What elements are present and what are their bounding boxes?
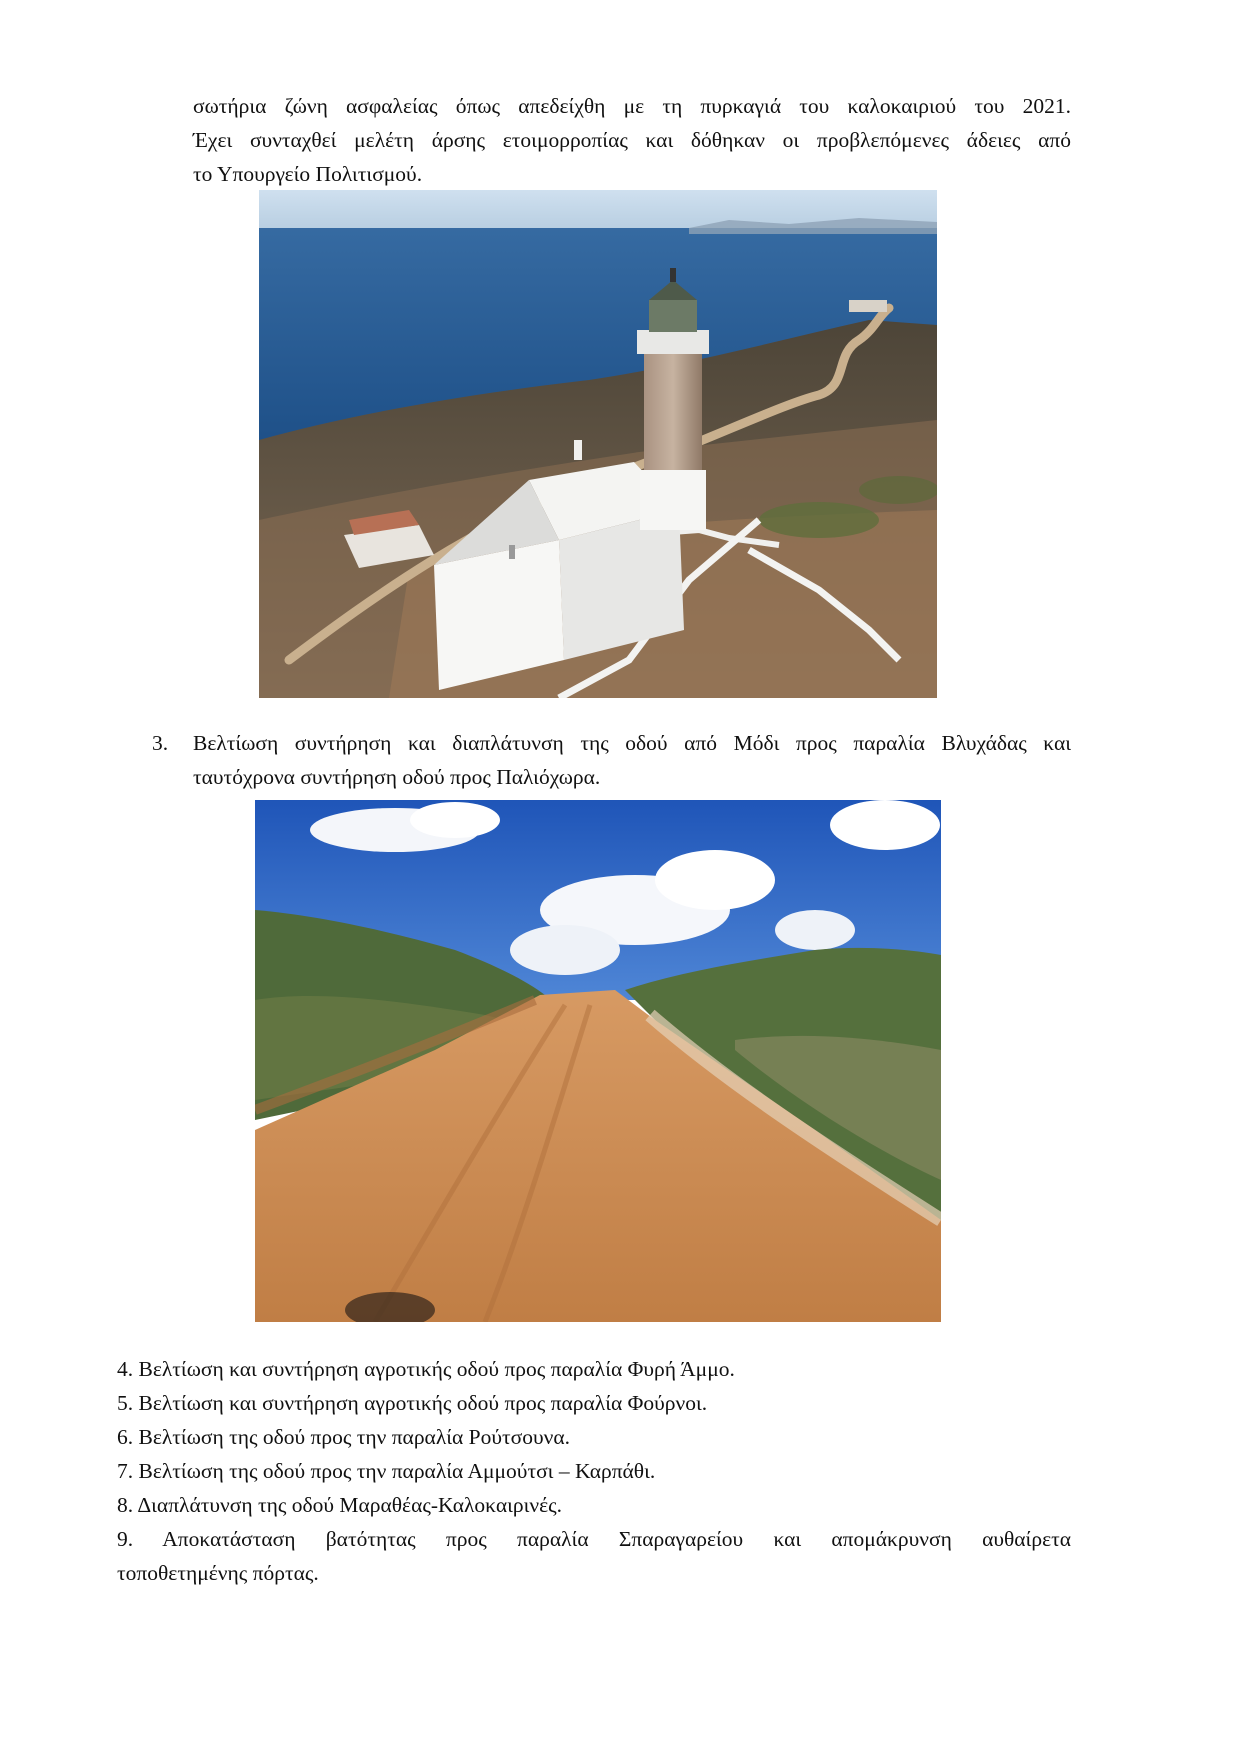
item-6: 6. Βελτίωση της οδού προς την παραλία Ρούτσουνα. [117, 1425, 571, 1449]
intro-line-2: Έχει συνταχθεί μελέτη άρσης ετοιμορροπίας και δόθηκαν οι προβλεπόμενες άδειες από [193, 128, 1071, 152]
lighthouse-photo [259, 190, 937, 698]
item-5: 5. Βελτίωση και συντήρηση αγροτικής οδού προς παραλία Φούρνοι. [117, 1391, 708, 1415]
item-3-line-2: ταυτόχρονα συντήρηση οδού προς Παλιόχωρα. [193, 765, 601, 789]
dirt-road-photo [255, 800, 941, 1322]
item-9-line-1: 9. Αποκατάσταση βατότητας προς παραλία Σπαραγαρείου και απομάκρυνση αυθαίρετα [117, 1527, 1071, 1551]
item-8: 8. Διαπλάτυνση της οδού Μαραθέας-Καλοκαιρινές. [117, 1493, 563, 1517]
intro-line-3: το Υπουργείο Πολιτισμού. [193, 162, 423, 186]
item-9-line-2: τοποθετημένης πόρτας. [117, 1561, 319, 1585]
intro-line-1: σωτήρια ζώνη ασφαλείας όπως απεδείχθη με τη πυρκαγιά του καλοκαιριού του 2021. [193, 94, 1071, 118]
item-3-number: 3. [152, 731, 169, 755]
item-3-line-1: Βελτίωση συντήρηση και διαπλάτυνση της οδού από Μόδι προς παραλία Βλυχάδας και [193, 731, 1071, 755]
item-7: 7. Βελτίωση της οδού προς την παραλία Αμμούτσι – Καρπάθι. [117, 1459, 656, 1483]
item-4: 4. Βελτίωση και συντήρηση αγροτικής οδού προς παραλία Φυρή Άμμο. [117, 1357, 735, 1381]
